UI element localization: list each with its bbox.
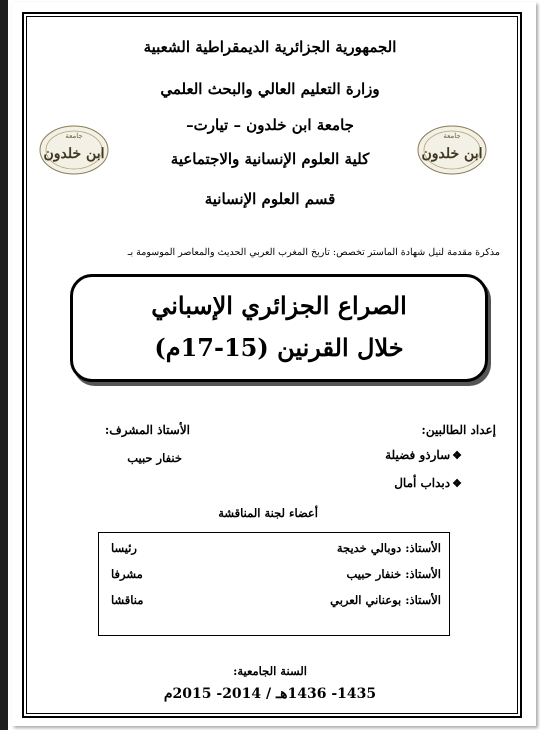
committee-member-role: مشرفا <box>111 567 143 581</box>
committee-member-name: الأستاذ: بوعناني العربي <box>330 593 441 607</box>
logo-caption: جامعة <box>443 132 461 140</box>
logo-text: ابن خلدون <box>43 146 105 162</box>
logo-caption: جامعة <box>65 132 83 140</box>
committee-member-name: الأستاذ: خنفار حبيب <box>346 567 441 581</box>
university-seal-icon <box>38 124 110 176</box>
thesis-title-box <box>70 274 488 382</box>
logo-text: ابن خلدون <box>421 146 483 162</box>
ministry-heading: وزارة التعليم العالي والبحث العلمي <box>160 80 380 98</box>
faculty-heading: كلية العلوم الإنسانية والاجتماعية <box>170 150 370 168</box>
republic-heading: الجمهورية الجزائرية الديمقراطية الشعبية <box>143 38 397 56</box>
bullet-icon: ❖ <box>452 449 462 462</box>
supervisor-name: خنفار حبيب <box>127 451 182 465</box>
bullet-icon: ❖ <box>452 477 462 490</box>
academic-year-value: 1435- 1436هـ / 2014- 2015م <box>163 686 377 702</box>
student-name-2 <box>394 476 462 490</box>
academic-year-label: السنة الجامعية: <box>233 664 307 678</box>
supervisor-label: الأستاذ المشرف: <box>104 423 190 437</box>
university-logo-left <box>38 124 110 176</box>
committee-label: أعضاء لجنة المناقشة <box>218 506 318 520</box>
university-heading: جامعة ابن خلدون – تيارت– <box>186 116 354 134</box>
thesis-title-line-1: الصراع الجزائري الإسباني <box>151 291 407 320</box>
university-logo-right <box>416 124 488 176</box>
university-seal-icon <box>416 124 488 176</box>
viewer-edge <box>0 0 8 730</box>
committee-row <box>99 593 449 615</box>
committee-member-name: الأستاذ: دوبالي خديجة <box>336 541 441 555</box>
committee-row <box>99 541 449 563</box>
student-name-text: سارذو فضيلة <box>385 448 451 462</box>
department-heading: قسم العلوم الإنسانية <box>204 190 336 208</box>
student-name-1 <box>385 448 462 462</box>
committee-member-role: رئيسا <box>111 541 137 555</box>
committee-row <box>99 567 449 589</box>
student-name-text: دبداب أمال <box>394 476 451 490</box>
committee-member-role: مناقشا <box>111 593 144 607</box>
students-label: إعداد الطالبين: <box>421 423 496 437</box>
thesis-title-line-2: خلال القرنين (15-17م) <box>154 333 404 362</box>
committee-table <box>98 532 450 636</box>
thesis-intro: مذكرة مقدمة لنيل شهادة الماستر تخصص: تاريخ المغرب العربي الحديث والمعاصر الموسومة بـ <box>127 247 500 258</box>
